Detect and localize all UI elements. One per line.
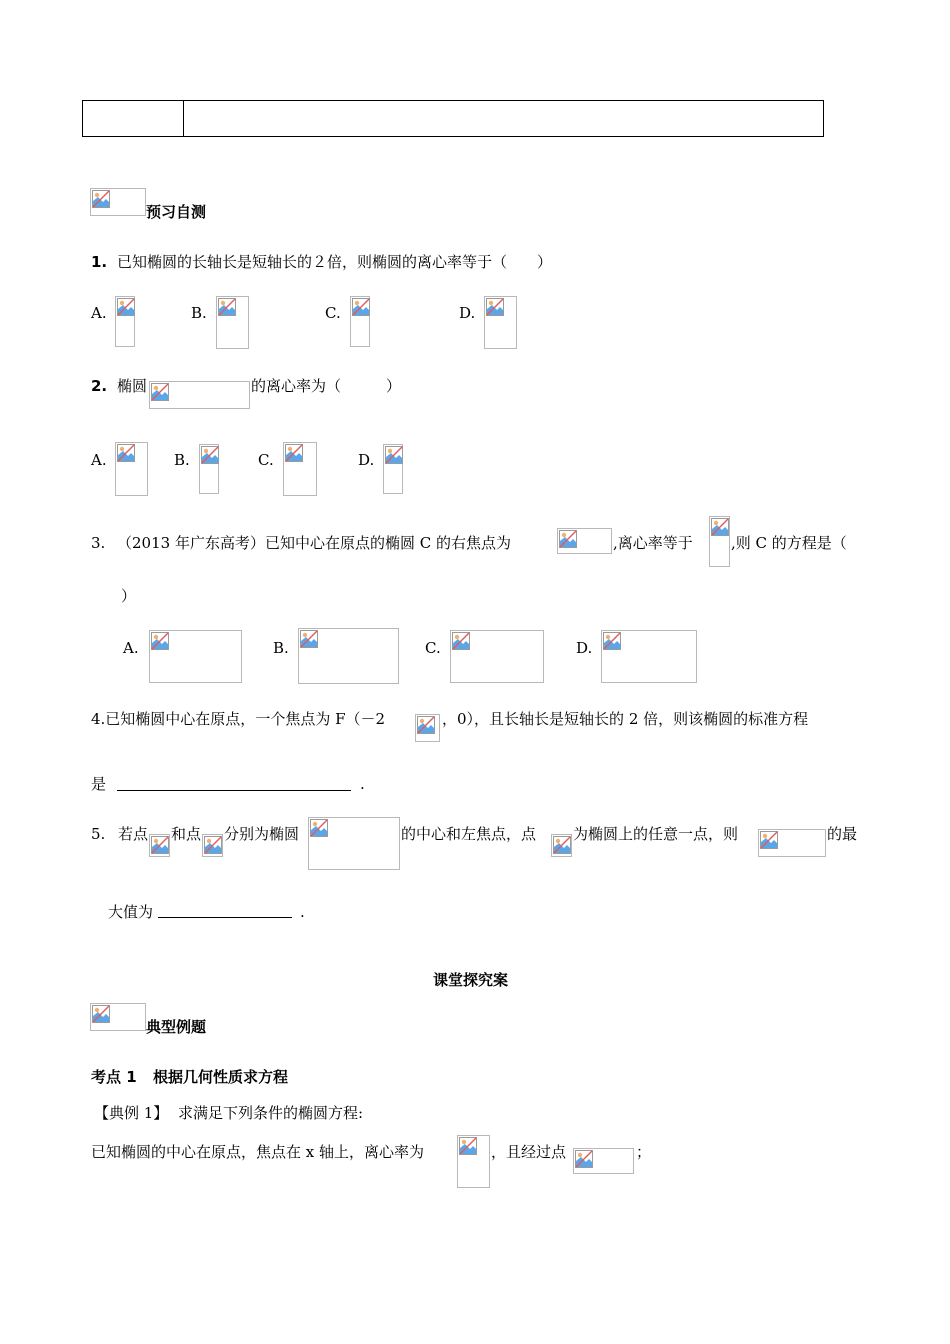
broken-image-glyph: [218, 298, 236, 316]
q2-text-before: 椭圆: [117, 377, 148, 395]
broken-image-glyph: [452, 632, 470, 650]
broken-image-glyph: [310, 819, 328, 837]
example-text: 求满足下列条件的椭圆方程:: [178, 1104, 364, 1122]
broken-image-glyph: [151, 632, 169, 650]
broken-image-icon: [90, 1003, 146, 1031]
broken-image-icon: [415, 714, 440, 742]
header-table: [82, 100, 824, 137]
q1-number: 1.: [91, 253, 108, 271]
q3-text-d: ）: [121, 587, 137, 605]
broken-image-glyph: [486, 298, 504, 316]
broken-image-icon: [573, 1148, 634, 1174]
q3-option-a: A.: [123, 639, 139, 657]
broken-image-glyph: [300, 630, 318, 648]
broken-image-icon: [149, 630, 242, 683]
q5-number: 5.: [91, 825, 106, 843]
broken-image-icon: [551, 834, 572, 857]
q1-option-b: B.: [191, 304, 207, 322]
broken-image-glyph: [553, 836, 571, 854]
broken-image-glyph: [204, 836, 222, 854]
broken-image-icon: [308, 817, 400, 870]
q3-option-b: B.: [273, 639, 289, 657]
broken-image-glyph: [201, 446, 219, 464]
section-title-examples: 典型例题: [146, 1018, 207, 1036]
q2-text-after: 的离心率为（ ）: [251, 377, 402, 395]
broken-image-glyph: [575, 1150, 593, 1168]
q3-option-c: C.: [425, 639, 441, 657]
broken-image-icon: [484, 296, 517, 349]
q1-option-d: D.: [459, 304, 476, 322]
broken-image-icon: [149, 834, 170, 857]
q4-answer-blank: [117, 790, 351, 791]
q1-option-a: A.: [91, 304, 107, 322]
q5-text-g: 大值为: [108, 903, 154, 921]
broken-image-icon: [350, 296, 370, 347]
broken-image-icon: [601, 630, 697, 683]
broken-image-icon: [298, 628, 399, 684]
broken-image-glyph: [711, 518, 729, 536]
broken-image-icon: [216, 296, 249, 349]
example-line-a: 已知椭圆的中心在原点，焦点在 x 轴上，离心率为: [91, 1143, 424, 1161]
table-divider: [183, 101, 184, 136]
broken-image-icon: [90, 188, 146, 216]
section-title-class: 课堂探究案: [433, 971, 509, 989]
broken-image-icon: [199, 444, 219, 494]
broken-image-glyph: [285, 444, 303, 462]
q4-text-a: 4.已知椭圆中心在原点，一个焦点为 F（－2: [91, 710, 386, 728]
broken-image-glyph: [385, 446, 403, 464]
broken-image-glyph: [151, 836, 169, 854]
broken-image-glyph: [92, 190, 110, 208]
broken-image-icon: [709, 516, 730, 567]
broken-image-icon: [450, 630, 544, 683]
q5-text-c: 分别为椭圆: [224, 825, 300, 843]
q3-text-a: （2013 年广东高考）已知中心在原点的椭圆 C 的右焦点为: [117, 534, 511, 552]
q2-option-c: C.: [258, 451, 274, 469]
broken-image-glyph: [559, 530, 577, 548]
broken-image-icon: [202, 834, 223, 857]
example-line-b: ，且经过点: [491, 1143, 567, 1161]
q5-text-b: 和点: [171, 825, 202, 843]
q1-text: 已知椭圆的长轴长是短轴长的２倍，则椭圆的离心率等于（ ）: [117, 253, 553, 271]
broken-image-icon: [115, 442, 148, 496]
broken-image-icon: [457, 1135, 490, 1188]
q5-text-h: .: [300, 903, 305, 921]
kaodian-label: 考点 1: [91, 1068, 137, 1086]
q4-text-b: ，0），且长轴长是短轴长的 2 倍，则该椭圆的标准方程: [442, 710, 809, 728]
q5-text-f: 的最: [827, 825, 858, 843]
q2-option-d: D.: [358, 451, 375, 469]
example-line-c: ；: [636, 1143, 652, 1161]
broken-image-glyph: [151, 383, 169, 401]
q5-answer-blank: [158, 917, 292, 918]
broken-image-glyph: [117, 298, 135, 316]
broken-image-glyph: [352, 298, 370, 316]
broken-image-icon: [557, 528, 612, 554]
kaodian-title: 根据几何性质求方程: [153, 1068, 289, 1086]
broken-image-icon: [149, 381, 250, 409]
q5-text-d: 的中心和左焦点，点: [401, 825, 537, 843]
broken-image-icon: [283, 442, 317, 496]
broken-image-icon: [758, 829, 826, 857]
q3-text-c: ,则 C 的方程是（: [731, 534, 847, 552]
q5-text-e: 为椭圆上的任意一点，则: [573, 825, 739, 843]
broken-image-glyph: [92, 1005, 110, 1023]
example-label: 【典例 1】: [94, 1104, 169, 1122]
broken-image-glyph: [459, 1137, 477, 1155]
section-title-preview: 预习自测: [146, 203, 207, 221]
q2-option-a: A.: [91, 451, 107, 469]
q1-option-c: C.: [325, 304, 341, 322]
broken-image-glyph: [603, 632, 621, 650]
broken-image-icon: [115, 296, 135, 347]
broken-image-glyph: [117, 444, 135, 462]
q3-option-d: D.: [576, 639, 593, 657]
q5-text-a: 若点: [118, 825, 149, 843]
q3-text-b: ,离心率等于: [613, 534, 693, 552]
broken-image-glyph: [417, 716, 435, 734]
q4-text-d: .: [360, 775, 365, 793]
broken-image-glyph: [760, 831, 778, 849]
q3-number: 3.: [91, 534, 106, 552]
q4-text-c: 是: [91, 775, 107, 793]
q2-number: 2.: [91, 377, 108, 395]
broken-image-icon: [383, 444, 403, 494]
q2-option-b: B.: [174, 451, 190, 469]
